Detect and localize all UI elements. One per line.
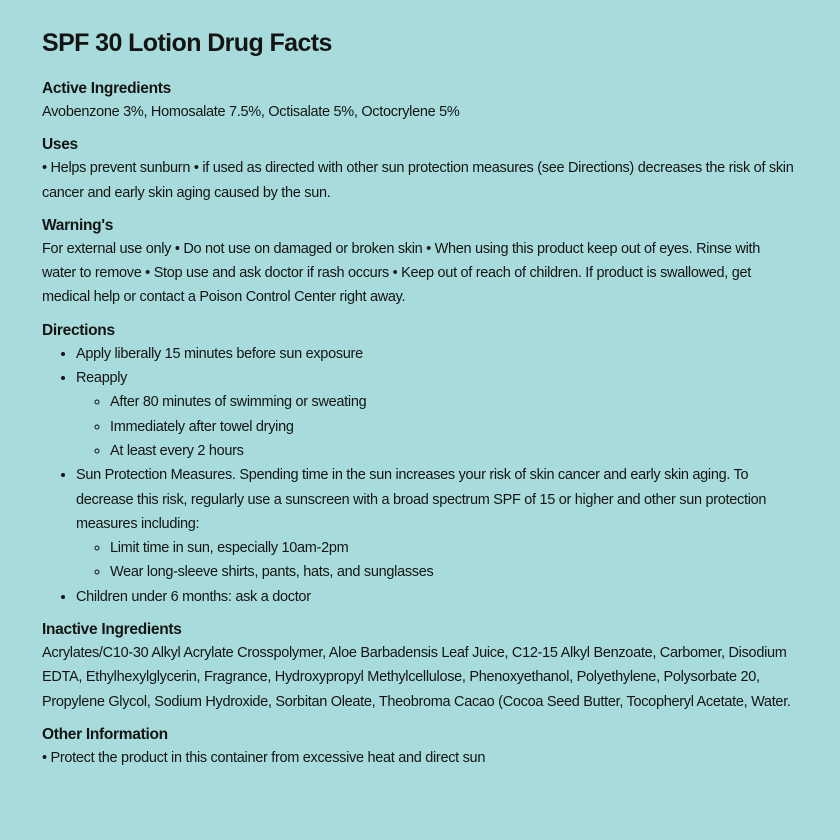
list-item: ◦ At least every 2 hours	[110, 439, 798, 463]
list-item	[76, 342, 798, 366]
directions-heading: Directions	[42, 321, 115, 339]
uses-text: • Helps prevent sunburn • if used as directed with other sun protection measures (see Directions) decreases the risk of skin cancer and early skin aging caused by the sun.	[42, 160, 794, 201]
list-item: ◦ Wear long-sleeve shirts, pants, hats, and sunglasses	[110, 560, 798, 584]
list-item: ◦ Limit time in sun, especially 10am-2pm	[110, 536, 798, 560]
directions-item-text: Reapply	[76, 370, 128, 387]
warnings-heading: Warning's	[42, 216, 114, 234]
directions-item-text: Sun Protection Measures. Spending time in the sun increases your risk of skin cancer and early skin aging. To decrease this risk, regularly use a sunscreen with a broad spectrum SPF of 15 or higher and other sun protection measures including:	[76, 467, 767, 532]
active-ingredients-text: Avobenzone 3%, Homosalate 7.5%, Octisalate 5%, Octocrylene 5%	[42, 104, 460, 120]
list-item	[76, 366, 798, 463]
list-item	[76, 463, 798, 584]
list-item: ◦ After 80 minutes of swimming or sweating	[110, 390, 798, 414]
directions-item-text: Apply liberally 15 minutes before sun exposure	[76, 345, 363, 362]
directions-list	[42, 342, 798, 609]
uses-section	[42, 134, 798, 205]
directions-section	[42, 320, 798, 609]
other-information-text: • Protect the product in this container from excessive heat and direct sun	[42, 749, 486, 766]
list-item: ◦ Immediately after towel drying	[110, 415, 798, 439]
inactive-ingredients-heading: Inactive Ingredients	[42, 621, 182, 639]
other-information-heading: Other Information	[42, 725, 168, 743]
inactive-ingredients-section	[42, 619, 798, 714]
active-ingredients-heading: Active Ingredients	[42, 80, 171, 97]
list-item	[76, 585, 798, 609]
warnings-text: For external use only • Do not use on damaged or broken skin • When using this product keep out of eyes. Rinse with water to remove • Stop use and ask doctor if rash occurs • Keep out of reach of children. If product is swallowed, get medical help or contact a Poison Control Center right away.	[42, 240, 760, 306]
page-title: SPF 30 Lotion Drug Facts	[42, 29, 332, 57]
reapply-sublist	[76, 390, 798, 463]
uses-heading: Uses	[42, 136, 78, 154]
sun-protection-sublist	[76, 536, 798, 585]
warnings-section	[42, 215, 798, 310]
directions-item-text: Children under 6 months: ask a doctor	[76, 588, 311, 605]
active-ingredients-section	[42, 78, 798, 124]
inactive-ingredients-text: Acrylates/C10-30 Alkyl Acrylate Crosspolymer, Aloe Barbadensis Leaf Juice, C12-15 Alkyl Benzoate, Carbomer, Disodium EDTA, Ethylhexylglycerin, Fragrance, Hydroxypropyl Methylcellulose, Phenoxyethanol, Polyethylene, Polysorbate 20, Propylene Glycol, Sodium Hydroxide, Sorbitan Oleate, Theobroma Cacao (Cocoa Seed Butter, Tocopheryl Acetate, Water.	[42, 645, 791, 710]
other-information-section	[42, 724, 798, 770]
